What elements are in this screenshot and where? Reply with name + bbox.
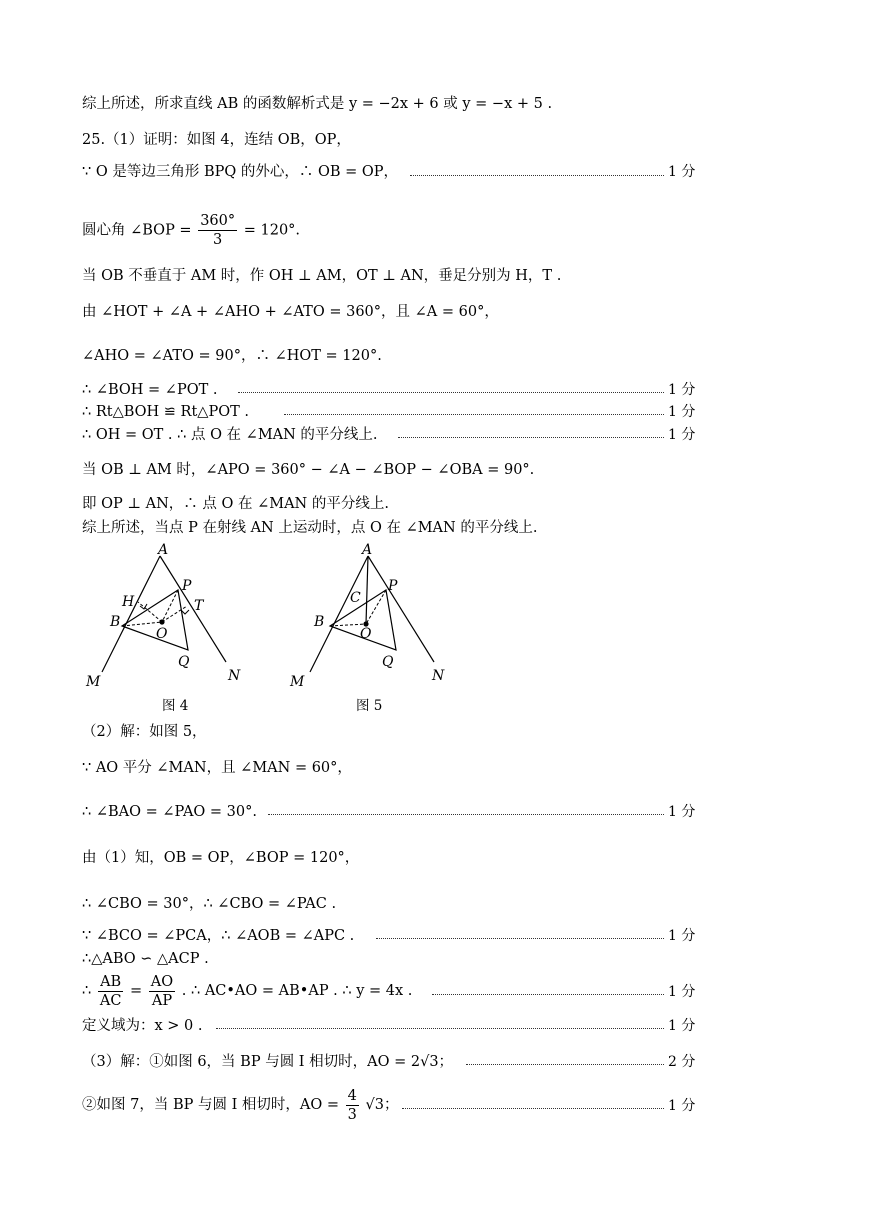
line-part-3-case-2 <box>82 1084 398 1126</box>
ratio-therefore: ∴ <box>82 983 92 999</box>
line-conclusion-ab: 综上所述，所求直线 AB 的函数解析式是 y = −2x + 6 或 y = −x + 5 . <box>82 96 553 112</box>
line-congruent: ∴ Rt△BOH ≌ Rt△POT . <box>82 404 249 420</box>
line-cbo-30: ∴ ∠CBO = 30°，∴ ∠CBO = ∠PAC . <box>82 896 337 912</box>
line-part-2: （2）解：如图 5， <box>82 724 207 740</box>
label-b: B <box>110 614 121 630</box>
line-similar-triangles: ∴△ABO ∽ △ACP . <box>82 951 209 967</box>
leader-dots <box>402 1108 664 1109</box>
ray-an <box>160 556 226 662</box>
central-angle-post: = 120°. <box>243 222 301 239</box>
figure-4-diagram <box>78 540 258 700</box>
line-hot-120: ∠AHO = ∠ATO = 90°，∴ ∠HOT = 120°. <box>82 348 382 364</box>
line-central-angle <box>82 212 300 249</box>
label-q: Q <box>178 654 190 670</box>
line-domain: 定义域为：x > 0 . <box>82 1018 203 1034</box>
fraction-numerator: AO <box>150 973 174 990</box>
label-n: N <box>432 668 445 684</box>
segment-op <box>366 590 386 624</box>
fraction-4-over-3 <box>346 1087 359 1124</box>
label-p: P <box>388 578 398 594</box>
line-part-3-case-1: （3）解：①如图 6，当 BP 与圆 I 相切时，AO = 2√3； <box>82 1054 454 1070</box>
figure-5-caption: 图 5 <box>356 698 383 714</box>
label-q: Q <box>382 654 394 670</box>
leader-dots <box>284 414 664 415</box>
label-o: O <box>156 626 168 642</box>
label-n: N <box>228 668 241 684</box>
score-mark: 1 分 <box>668 382 696 398</box>
fraction-360-over-3 <box>198 212 237 249</box>
label-m: M <box>290 674 305 690</box>
leader-dots <box>216 1028 664 1029</box>
score-mark: 1 分 <box>668 928 696 944</box>
label-t: T <box>194 598 204 614</box>
segment-oh <box>138 602 162 622</box>
line-outer-center: ∵ O 是等边三角形 BPQ 的外心，∴ OB = OP， <box>82 164 399 180</box>
line-ratio <box>82 970 412 1012</box>
label-b: B <box>314 614 325 630</box>
leader-dots <box>268 814 664 815</box>
line-from-part-1: 由（1）知，OB = OP，∠BOP = 120°， <box>82 850 360 866</box>
fraction-denominator: AC <box>99 992 122 1009</box>
label-a: A <box>362 542 373 558</box>
score-mark: 2 分 <box>668 1054 696 1070</box>
line-case-not-perpendicular: 当 OB 不垂直于 AM 时，作 OH ⊥ AM，OT ⊥ AN，垂足分别为 H，T . <box>82 268 562 284</box>
case-2-pre: ②如图 7，当 BP 与圆 I 相切时，AO = <box>82 1097 340 1113</box>
label-o: O <box>360 626 372 642</box>
fraction-ao-over-ap <box>149 973 175 1010</box>
score-mark: 1 分 <box>668 1018 696 1034</box>
fraction-denominator: AP <box>151 992 173 1009</box>
label-c: C <box>350 590 361 606</box>
segment-ao <box>366 556 368 624</box>
fraction-numerator: 360° <box>200 213 236 229</box>
line-oh-ot: ∴ OH = OT . ∴ 点 O 在 ∠MAN 的平分线上. <box>82 427 378 443</box>
fraction-numerator: AB <box>100 973 122 990</box>
leader-dots <box>238 392 664 393</box>
line-ao-bisects: ∵ AO 平分 ∠MAN，且 ∠MAN = 60°， <box>82 760 352 776</box>
fraction-ab-over-ac <box>98 973 124 1010</box>
fraction-numerator: 4 <box>347 1087 357 1104</box>
score-mark: 1 分 <box>668 1098 696 1114</box>
line-boh-pot: ∴ ∠BOH = ∠POT . <box>82 382 218 398</box>
figure-4-caption: 图 4 <box>162 698 189 714</box>
line-angle-sum: 由 ∠HOT + ∠A + ∠AHO + ∠ATO = 360°，且 ∠A = 60°， <box>82 304 499 320</box>
line-bco-pca: ∵ ∠BCO = ∠PCA，∴ ∠AOB = ∠APC . <box>82 928 355 944</box>
case-2-post: √3； <box>365 1097 399 1113</box>
ratio-equals: = <box>130 983 143 999</box>
score-mark: 1 分 <box>668 984 696 1000</box>
label-m: M <box>86 674 101 690</box>
line-op-perp-an: 即 OP ⊥ AN，∴ 点 O 在 ∠MAN 的平分线上. <box>82 496 389 512</box>
leader-dots <box>410 175 664 176</box>
leader-dots <box>376 938 664 939</box>
leader-dots <box>398 437 664 438</box>
score-mark: 1 分 <box>668 427 696 443</box>
leader-dots <box>432 994 664 995</box>
central-angle-pre: 圆心角 ∠BOP = <box>82 222 192 239</box>
line-case-perpendicular: 当 OB ⊥ AM 时，∠APO = 360° − ∠A − ∠BOP − ∠OBA = 90°. <box>82 462 535 478</box>
label-p: P <box>182 578 192 594</box>
line-conclusion-bisector: 综上所述，当点 P 在射线 AN 上运动时，点 O 在 ∠MAN 的平分线上. <box>82 520 538 536</box>
fraction-denominator: 3 <box>213 232 223 248</box>
fraction-denominator: 3 <box>347 1106 357 1123</box>
label-a: A <box>158 542 169 558</box>
score-mark: 1 分 <box>668 804 696 820</box>
leader-dots <box>466 1064 664 1065</box>
line-q25-proof: 25.（1）证明：如图 4，连结 OB，OP， <box>82 132 351 148</box>
label-h: H <box>122 594 135 610</box>
line-bao-pao: ∴ ∠BAO = ∠PAO = 30°. <box>82 804 257 820</box>
ratio-result: . ∴ AC•AO = AB•AP . ∴ y = 4x . <box>181 983 413 999</box>
point-o <box>159 619 164 624</box>
figure-5-diagram <box>286 540 466 700</box>
score-mark: 1 分 <box>668 404 696 420</box>
score-mark: 1 分 <box>668 164 696 180</box>
ray-an <box>368 556 434 662</box>
